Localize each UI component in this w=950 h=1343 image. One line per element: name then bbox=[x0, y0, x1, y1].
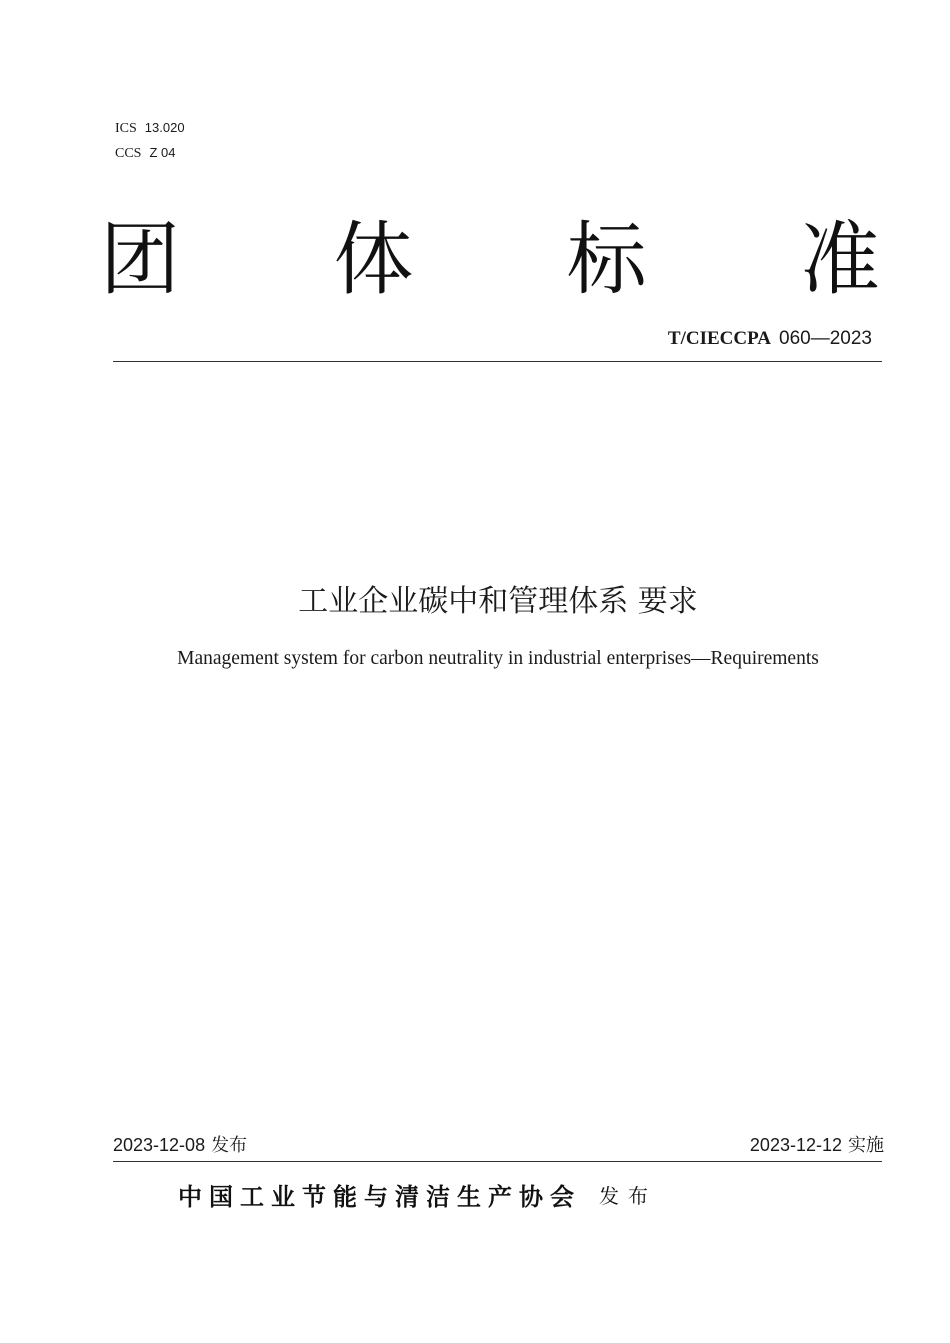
heading-char-2: 体 bbox=[333, 213, 414, 306]
issuer-line bbox=[178, 1174, 657, 1214]
ics-label: ICS bbox=[115, 121, 137, 136]
publish-date bbox=[113, 1133, 247, 1158]
issuer-name: 中国工业节能与清洁生产协会 bbox=[178, 1181, 581, 1211]
implement-date-label: 实施 bbox=[848, 1135, 884, 1156]
heading-char-1: 团 bbox=[100, 213, 180, 306]
standard-number-prefix: T/CIECCPA bbox=[667, 328, 772, 349]
ccs-value: Z 04 bbox=[149, 145, 176, 160]
implement-date bbox=[750, 1133, 884, 1158]
heading-char-4: 准 bbox=[799, 213, 880, 306]
top-divider bbox=[113, 361, 882, 362]
bottom-divider bbox=[113, 1161, 882, 1162]
standard-number-value: 060—2023 bbox=[779, 328, 872, 349]
ics-code bbox=[115, 120, 185, 137]
document-title-chinese: 工业企业碳中和管理体系 要求 bbox=[298, 584, 698, 619]
publish-date-label: 发布 bbox=[211, 1135, 248, 1156]
document-title-english: Management system for carbon neutrality in industrial enterprises—Requirements bbox=[177, 648, 819, 669]
standard-number bbox=[668, 326, 872, 351]
implement-date-value: 2023-12-12 bbox=[749, 1135, 842, 1155]
ics-value: 13.020 bbox=[144, 120, 185, 135]
ccs-label: CCS bbox=[115, 146, 142, 161]
ccs-code bbox=[115, 145, 175, 162]
heading-char-3: 标 bbox=[566, 213, 647, 306]
publish-date-value: 2023-12-08 bbox=[113, 1135, 206, 1155]
issuer-suffix: 发布 bbox=[599, 1183, 657, 1208]
document-type-heading bbox=[100, 210, 880, 310]
